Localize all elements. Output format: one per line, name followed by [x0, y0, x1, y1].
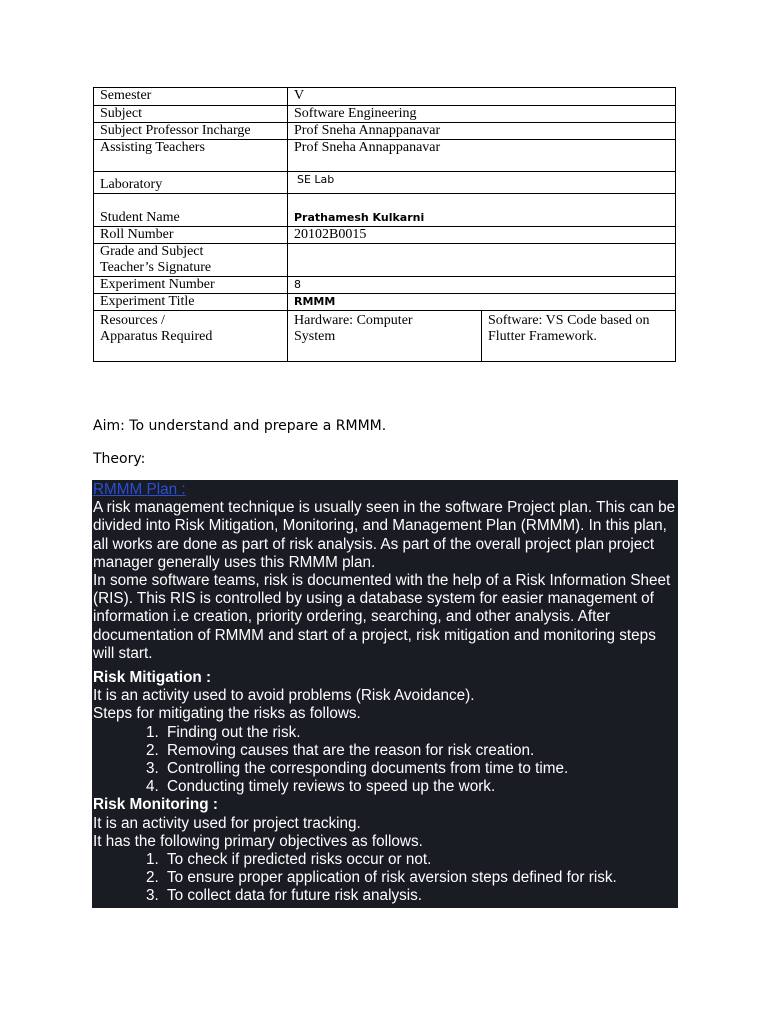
experiment-number-value: 8 — [288, 277, 676, 294]
list-item: 2. To ensure proper application of risk aversion steps defined for risk. — [163, 869, 678, 887]
hardware-cell — [288, 311, 482, 362]
theory-intro: A risk management technique is usually seen in the software Project plan. This can be divided into Risk Mitigation, Monitoring, and Management Plan (RMMM). In this plan, all works are done as part of risk analysis. As part of the overall project plan project manager generally uses this RMMM plan. — [93, 499, 676, 571]
list-item: 1. To check if predicted risks occur or not. — [163, 851, 678, 869]
grade-signature-label — [94, 244, 288, 277]
semester-label: Semester — [94, 88, 288, 106]
software-cell — [482, 311, 676, 362]
subject-label: Subject — [94, 106, 288, 123]
list-item: 4. Conducting timely reviews to speed up the work. — [163, 778, 678, 796]
software-line1: Software: VS Code based on — [488, 313, 650, 328]
mitigation-steps-list — [93, 724, 678, 797]
resources-label — [94, 311, 288, 362]
experiment-info-table — [93, 87, 676, 362]
roll-number-value: 20102B0015 — [288, 227, 676, 244]
assisting-value: Prof Sneha Annappanavar — [288, 140, 676, 172]
monitoring-line2: It has the following primary objectives as follows. — [93, 832, 423, 850]
roll-number-label: Roll Number — [94, 227, 288, 244]
theory-content — [92, 480, 678, 908]
assisting-label: Assisting Teachers — [94, 140, 288, 172]
student-name-label: Student Name — [94, 194, 288, 227]
list-item: 1. Finding out the risk. — [163, 724, 678, 742]
experiment-title-label: Experiment Title — [94, 294, 288, 311]
risk-mitigation-heading: Risk Mitigation : — [93, 669, 212, 687]
software-line2: Flutter Framework. — [488, 329, 597, 344]
mitigation-line2: Steps for mitigating the risks as follows. — [93, 705, 361, 723]
list-item: 2. Removing causes that are the reason for risk creation. — [163, 742, 678, 760]
grade-label-line1: Grade and Subject — [100, 244, 204, 259]
list-item: 3. Controlling the corresponding documents from time to time. — [163, 760, 678, 778]
aim-statement: Aim: To understand and prepare a RMMM. — [93, 418, 387, 434]
resources-label-line1: Resources / — [100, 313, 165, 328]
experiment-title-value: RMMM — [288, 294, 676, 311]
theory-heading: Theory: — [93, 451, 146, 467]
semester-value: V — [288, 88, 676, 106]
list-item: 3. To collect data for future risk analysis. — [163, 887, 678, 905]
monitoring-line1: It is an activity used for project tracking. — [93, 814, 361, 832]
student-name-value: Prathamesh Kulkarni — [288, 194, 676, 227]
grade-signature-value — [288, 244, 676, 277]
laboratory-label: Laboratory — [94, 172, 288, 194]
hardware-line2: System — [294, 329, 336, 344]
risk-monitoring-heading: Risk Monitoring : — [93, 796, 218, 814]
hardware-line1: Hardware: Computer — [294, 313, 413, 328]
rmmm-plan-link[interactable]: RMMM Plan : — [93, 481, 186, 498]
subject-value: Software Engineering — [288, 106, 676, 123]
resources-label-line2: Apparatus Required — [100, 329, 213, 344]
professor-label: Subject Professor Incharge — [94, 123, 288, 140]
grade-label-line2: Teacher’s Signature — [100, 260, 212, 275]
monitoring-steps-list — [93, 851, 678, 906]
mitigation-line1: It is an activity used to avoid problems (Risk Avoidance). — [93, 687, 475, 705]
experiment-number-label: Experiment Number — [94, 277, 288, 294]
theory-ris: In some software teams, risk is documented with the help of a Risk Information Sheet (RIS). This RIS is controlled by using a database system for easier management of information i.e creation, priority ordering, searching, and other analysis. After documentation of RMMM and start of a project, risk mitigation and monitoring steps will start. — [93, 572, 671, 662]
laboratory-value: SE Lab — [288, 172, 676, 194]
professor-value: Prof Sneha Annappanavar — [288, 123, 676, 140]
